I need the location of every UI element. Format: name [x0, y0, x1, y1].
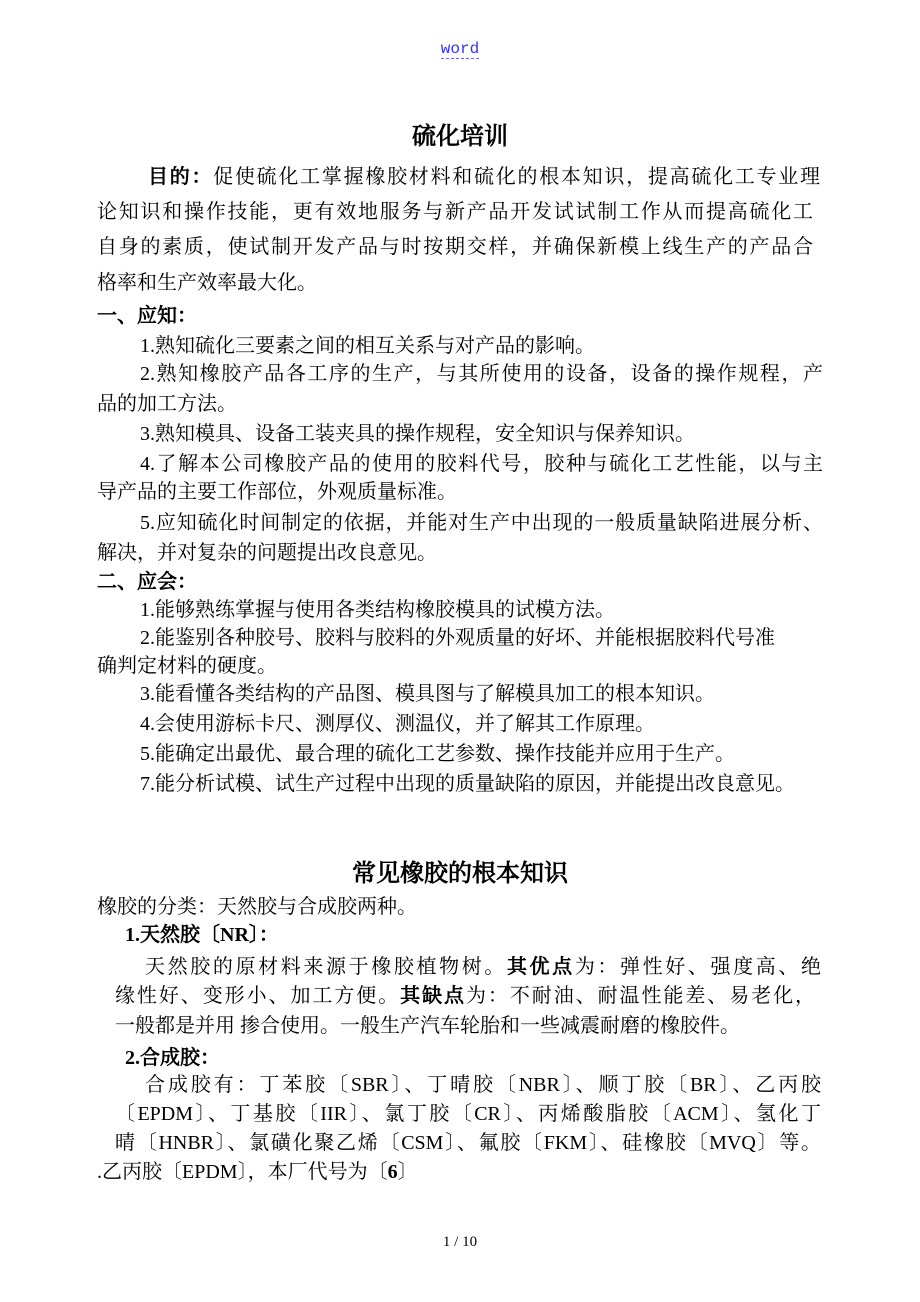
text-segment: 5.应知硫化时间制定的依据，并能对生产中出现的一般质量缺陷进展分析、 [140, 512, 823, 534]
text-segment: 天然胶的原材料来源于橡胶植物树。 [145, 956, 507, 978]
bold-text: 一、应知： [97, 305, 197, 327]
text-segment: 解决，并对复杂的问题提出改良意见。 [97, 542, 437, 564]
text-segment: 晴〔HNBR〕、氯磺化聚乙烯〔CSM〕、氟胶〔FKM〕、硅橡胶〔MVQ〕等。 [115, 1132, 821, 1154]
text-line [97, 569, 197, 595]
text-segment: 3.能看懂各类结构的产品图、模具图与了解模具加工的根本知识。 [140, 683, 715, 705]
section-heading [0, 124, 920, 150]
text-line [145, 954, 821, 980]
text-line [140, 333, 595, 359]
text-line [140, 681, 715, 707]
text-line [97, 894, 417, 920]
text-line [148, 164, 820, 190]
bold-text: 目的： [148, 166, 214, 188]
text-segment: 〕 [397, 1161, 418, 1183]
section-heading [0, 861, 920, 887]
text-line [115, 1130, 821, 1156]
text-line [125, 1045, 220, 1071]
text-segment: 3.熟知模具、设备工装夹具的操作规程，安全知识与保养知识。 [140, 423, 695, 445]
bold-text: 1.天然胶〔NR〕： [125, 924, 279, 946]
bold-text: 常见橡胶的根本知识 [352, 861, 568, 887]
text-line [97, 540, 437, 566]
text-segment: 7.能分析试模、试生产过程中出现的质量缺陷的原因，并能提出改良意见。 [140, 773, 795, 795]
header-word-link[interactable]: word [440, 40, 480, 58]
text-line [145, 1072, 821, 1098]
text-line [115, 1013, 740, 1039]
text-line [97, 303, 197, 329]
text-segment: 自身的素质，使试制开发产品与时按期交样，并确保新模上线生产的产品合 [97, 236, 813, 258]
text-line [115, 983, 815, 1009]
text-segment: 合成胶有：丁苯胶〔SBR〕、丁晴胶〔NBR〕、顺丁胶〔BR〕、乙丙胶 [145, 1074, 821, 1096]
text-line [140, 625, 775, 651]
text-line [97, 270, 317, 296]
text-line [97, 1159, 418, 1185]
text-segment: 2.熟知橡胶产品各工序的生产，与其所使用的设备，设备的操作规程，产 [140, 363, 823, 385]
text-segment: 导产品的主要工作部位，外观质量标准。 [97, 481, 457, 503]
text-segment: 为：弹性好、强度高、绝 [574, 956, 822, 978]
text-line [140, 597, 615, 623]
text-line [97, 391, 237, 417]
text-segment: 1.能够熟练掌握与使用各类结构橡胶模具的试模方法。 [140, 599, 615, 621]
text-segment: 橡胶的分类：天然胶与合成胶两种。 [97, 896, 417, 918]
text-line [140, 741, 735, 767]
text-segment: 促使硫化工掌握橡胶材料和硫化的根本知识，提高硫化工专业理 [213, 166, 821, 188]
text-line [97, 653, 277, 679]
text-segment: 缘性好、变形小、加工方便。 [115, 985, 401, 1007]
text-line [115, 1101, 821, 1127]
text-segment: .乙丙胶〔EPDM〕，本厂代号为〔 [97, 1161, 388, 1183]
text-line [97, 199, 813, 225]
header-link-container [0, 40, 920, 58]
text-segment: 5.能确定出最优、最合理的硫化工艺参数、操作技能并应用于生产。 [140, 743, 735, 765]
text-line [140, 711, 655, 737]
text-line [125, 922, 279, 948]
text-segment: 格率和生产效率最大化。 [97, 272, 317, 294]
bold-text: 2.合成胶： [125, 1047, 220, 1069]
bold-text: 其缺点 [400, 985, 466, 1007]
text-segment: 4.了解本公司橡胶产品的使用的胶料代号，胶种与硫化工艺性能，以与主 [140, 453, 823, 475]
text-line [140, 421, 695, 447]
text-segment: 一般都是并用 掺合使用。一般生产汽车轮胎和一些减震耐磨的橡胶件。 [115, 1015, 740, 1037]
text-line [140, 361, 823, 387]
text-segment: 品的加工方法。 [97, 393, 237, 415]
text-line [140, 451, 823, 477]
bold-text: 硫化培训 [412, 124, 508, 150]
text-segment: 为：不耐油、耐温性能差、易老化， [465, 985, 816, 1007]
text-segment: 2.能鉴别各种胶号、胶料与胶料的外观质量的好坏、并能根据胶料代号准 [140, 627, 775, 649]
bold-text: 其优点 [506, 956, 575, 978]
text-line [140, 771, 795, 797]
text-segment: 1.熟知硫化三要素之间的相互关系与对产品的影响。 [140, 335, 595, 357]
text-segment: 确判定材料的硬度。 [97, 655, 277, 677]
bold-text: 6 [387, 1161, 398, 1183]
text-segment: 4.会使用游标卡尺、测厚仪、测温仪，并了解其工作原理。 [140, 713, 655, 735]
text-segment: 〔EPDM〕、丁基胶〔IIR〕、氯丁胶〔CR〕、丙烯酸脂胶〔ACM〕、氢化丁 [115, 1103, 821, 1125]
text-line [97, 479, 457, 505]
text-line [140, 510, 823, 536]
page-number: 1 / 10 [442, 1234, 478, 1250]
text-line [97, 234, 813, 260]
text-segment: 论知识和操作技能，更有效地服务与新产品开发试试制工作从而提高硫化工 [97, 201, 813, 223]
bold-text: 二、应会： [97, 571, 197, 593]
